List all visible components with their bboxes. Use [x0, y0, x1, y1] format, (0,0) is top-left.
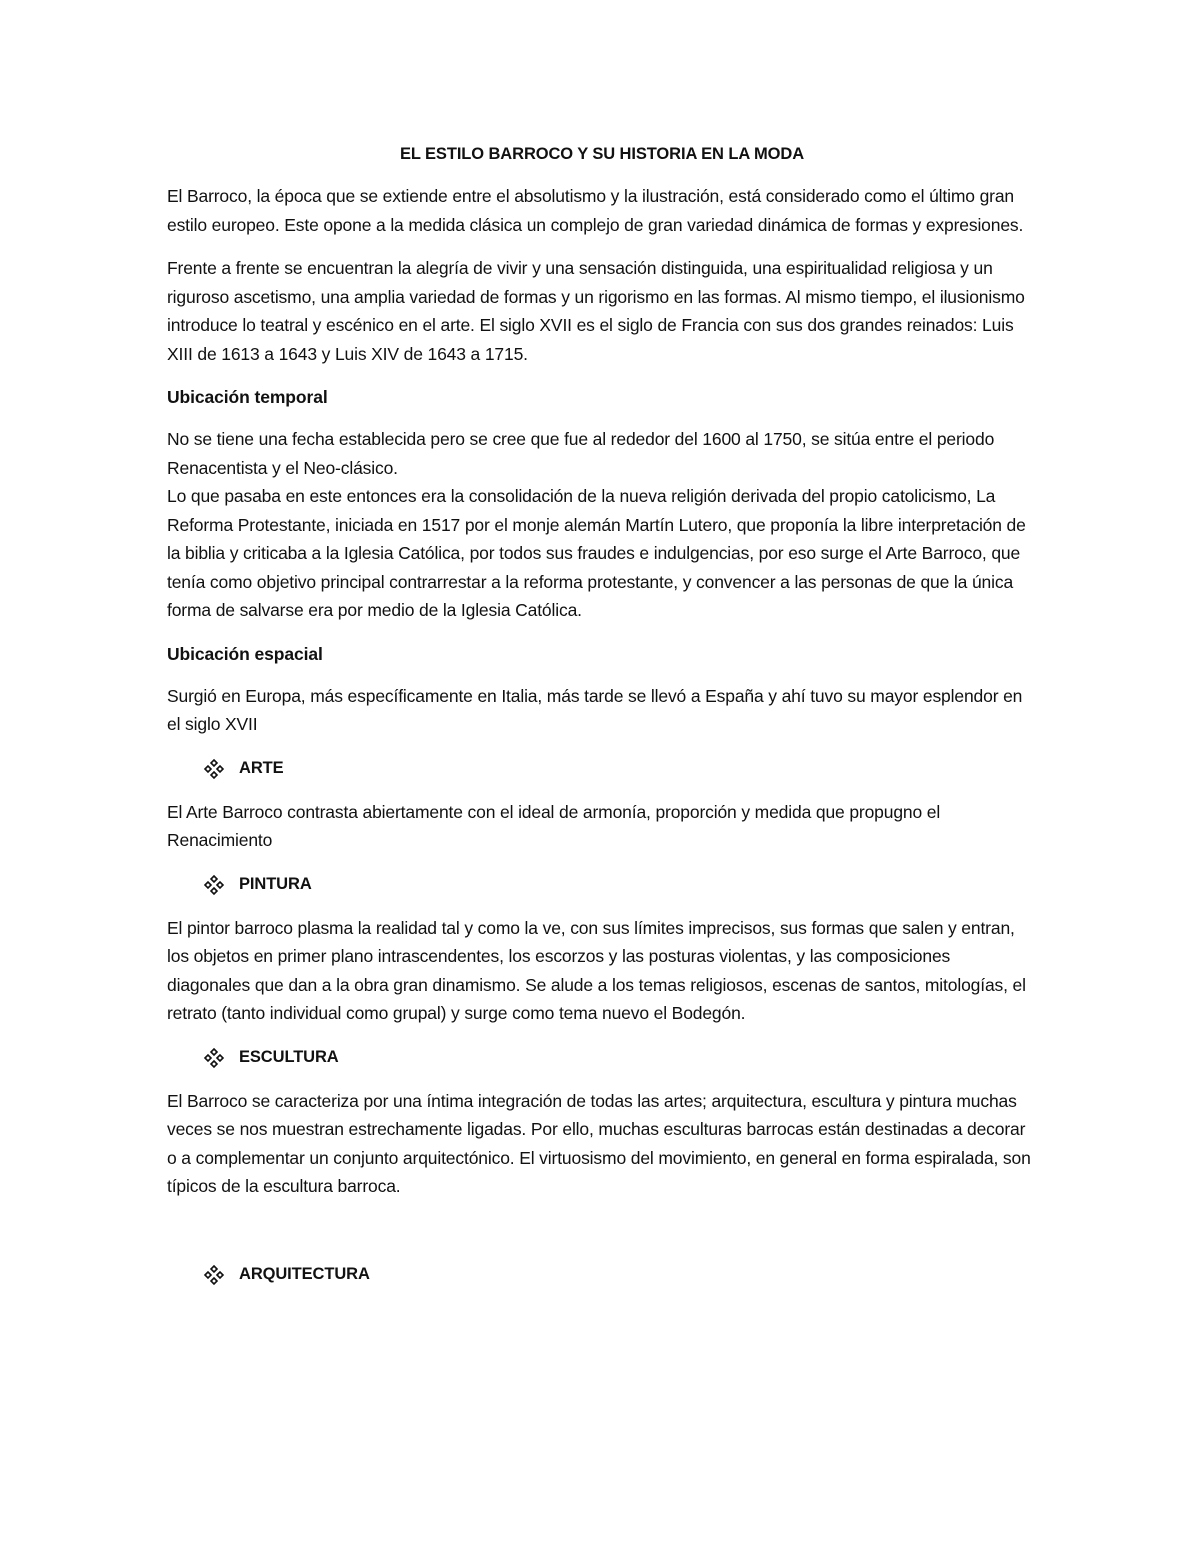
four-diamond-bullet-icon: [203, 1264, 225, 1286]
pintura-paragraph: El pintor barroco plasma la realidad tal y como la ve, con sus límites imprecisos, sus formas que salen y entran, los objetos en primer plano intrascendentes, los escorzos y las posturas violentas, y las composiciones diagonales que dan a la obra gran dinamismo. Se alude a los temas religiosos, escenas de santos, mitologías, el retrato (tanto individual como grupal) y surge como tema nuevo el Bodegón.: [167, 917, 1026, 1023]
bullet-label-escultura: ESCULTURA: [239, 1048, 339, 1066]
temporal-paragraph-1: No se tiene una fecha establecida pero se cree que fue al rededor del 1600 al 1750, se sitúa entre el periodo Renacentista y el Neo-clásico.: [167, 429, 995, 478]
blank-line: [167, 1216, 1037, 1260]
four-diamond-bullet-icon: [203, 758, 225, 780]
bullet-label-arquitectura: ARQUITECTURA: [239, 1265, 370, 1283]
intro-paragraph-1: El Barroco, la época que se extiende entre el absolutismo y la ilustración, está considerado como el último gran estilo europeo. Este opone a la medida clásica un complejo de gran variedad dinámica de formas y expresiones.: [167, 186, 1024, 235]
heading-ubicacion-temporal: Ubicación temporal: [167, 387, 328, 407]
heading-ubicacion-espacial: Ubicación espacial: [167, 643, 323, 664]
four-diamond-bullet-icon: [203, 874, 225, 896]
bullet-escultura: [203, 1043, 1037, 1073]
bullet-label-arte: ARTE: [239, 759, 284, 777]
espacial-paragraph: Surgió en Europa, más específicamente en Italia, más tarde se llevó a España y ahí tuvo su mayor esplendor en el siglo XVII: [167, 685, 1023, 734]
four-diamond-bullet-icon: [203, 1047, 225, 1069]
bullet-pintura: [203, 870, 1037, 900]
temporal-paragraph-2: Lo que pasaba en este entonces era la consolidación de la nueva religión derivada del propio catolicismo, La Reforma Protestante, iniciada en 1517 por el monje alemán Martín Lutero, que proponía la libre interpretación de la biblia y criticaba a la Iglesia Católica, por todos sus fraudes e indulgencias, por eso surge el Arte Barroco, que tenía como objetivo principal contrarrestar a la reforma protestante, y convencer a las personas de que la única forma de salvarse era por medio de la Iglesia Católica.: [167, 486, 1026, 620]
bullet-arte: [203, 754, 1037, 784]
bullet-label-pintura: PINTURA: [239, 875, 312, 893]
arte-paragraph: El Arte Barroco contrasta abiertamente con el ideal de armonía, proporción y medida que propugno el Renacimiento: [167, 801, 941, 850]
escultura-paragraph: El Barroco se caracteriza por una íntima integración de todas las artes; arquitectura, escultura y pintura muchas veces se nos muestran estrechamente ligadas. Por ello, muchas esculturas barrocas están destinadas a decorar o a complementar un conjunto arquitectónico. El virtuosismo del movimiento, en general en forma espiralada, son típicos de la escultura barroca.: [167, 1090, 1031, 1196]
document-body: [167, 140, 1037, 1304]
intro-paragraph-2: Frente a frente se encuentran la alegría de vivir y una sensación distinguida, una espiritualidad religiosa y un riguroso ascetismo, una amplia variedad de formas y un rigorismo en las formas. Al mismo tiempo, el ilusionismo introduce lo teatral y escénico en el arte. El siglo XVII es el siglo de Francia con sus dos grandes reinados: Luis XIII de 1613 a 1643 y Luis XIV de 1643 a 1715.: [167, 258, 1025, 364]
document-title: EL ESTILO BARROCO Y SU HISTORIA EN LA MODA: [399, 145, 805, 163]
bullet-arquitectura: [203, 1260, 1037, 1290]
